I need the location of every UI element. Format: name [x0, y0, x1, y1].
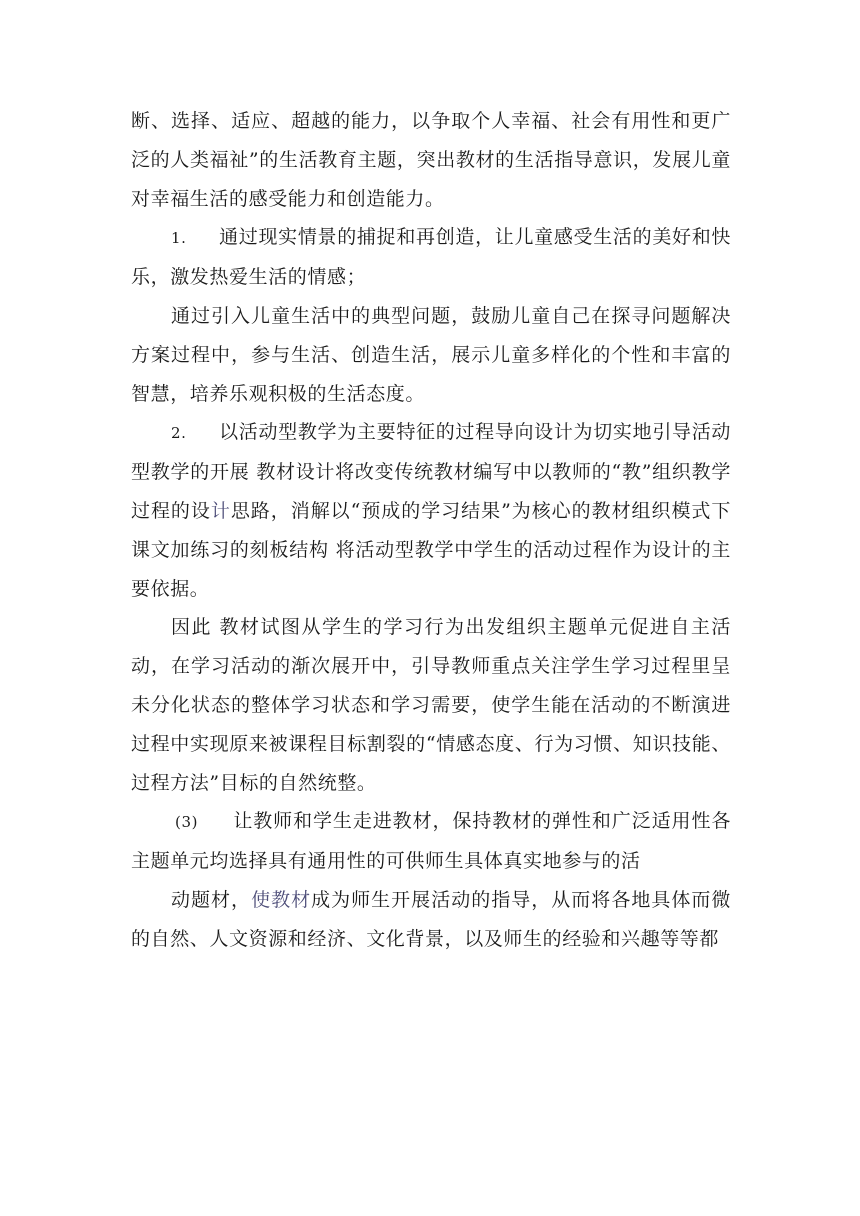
paragraph-activity-topics-highlight: 使教材	[251, 888, 312, 911]
paragraph-activity-topics	[131, 881, 731, 959]
paragraph-therefore: 因此 教材试图从学生的学习行为出发组织主题单元促进自主活动，在学习活动的渐次展开中，引导教师重点关注学生学习过程里呈未分化状态的整体学习状态和学习需要，使学生能在活动的不断演进过程中实现原来被课程目标割裂的“情感态度、行为习惯、知识技能、过程方法”目标的自然统整。	[131, 616, 731, 794]
paragraph-numbered-2-text-a: 以活动型教学为主要特征的过程导向设计为切实地引导活动型教学的开展 教材设计将改变传统教材编写中以教师的“教”组织教学过程的设	[131, 421, 731, 522]
list-number-1: 1.	[171, 229, 187, 248]
paragraph-activity-topics-text-b: 成为师生开展活动的指导，从而将各地具体而微的自然、人文资源和经济、文化背景，以及师生的经验和兴趣等等都	[131, 888, 731, 950]
paragraph-numbered-3	[131, 802, 731, 881]
list-number-2: 2.	[171, 424, 187, 443]
paragraph-activity-topics-text-a: 动题材，	[171, 888, 252, 911]
paragraph-numbered-1	[131, 218, 731, 297]
paragraph-continuation: 断、选择、适应、超越的能力，以争取个人幸福、社会有用性和更广泛的人类福祉”的生活教育主题，突出教材的生活指导意识，发展儿童对幸福生活的感受能力和创造能力。	[131, 110, 731, 210]
paragraph-numbered-3-text: 让教师和学生走进教材，保持教材的弹性和广泛适用性各主题单元均选择具有通用性的可供师生具体真实地参与的活	[131, 810, 731, 873]
paragraph-numbered-2-text-b: 思路，消解以“预成的学习结果”为核心的教材组织模式下课文加练习的刻板结构 将活动型教学中学生的活动过程作为设计的主要依据。	[131, 499, 731, 600]
document-body	[131, 102, 731, 959]
paragraph-numbered-1-text: 通过现实情景的捕捉和再创造，让儿童感受生活的美好和快乐，激发热爱生活的情感；	[131, 226, 731, 289]
paragraph-typical-problems: 通过引入儿童生活中的典型问题，鼓励儿童自己在探寻问题解决方案过程中，参与生活、创造生活，展示儿童多样化的个性和丰富的智慧，培养乐观积极的生活态度。	[131, 304, 731, 405]
list-number-3: (3)	[175, 813, 199, 832]
paragraph-numbered-2	[131, 413, 731, 608]
paragraph-numbered-2-highlight: 计	[210, 499, 231, 522]
